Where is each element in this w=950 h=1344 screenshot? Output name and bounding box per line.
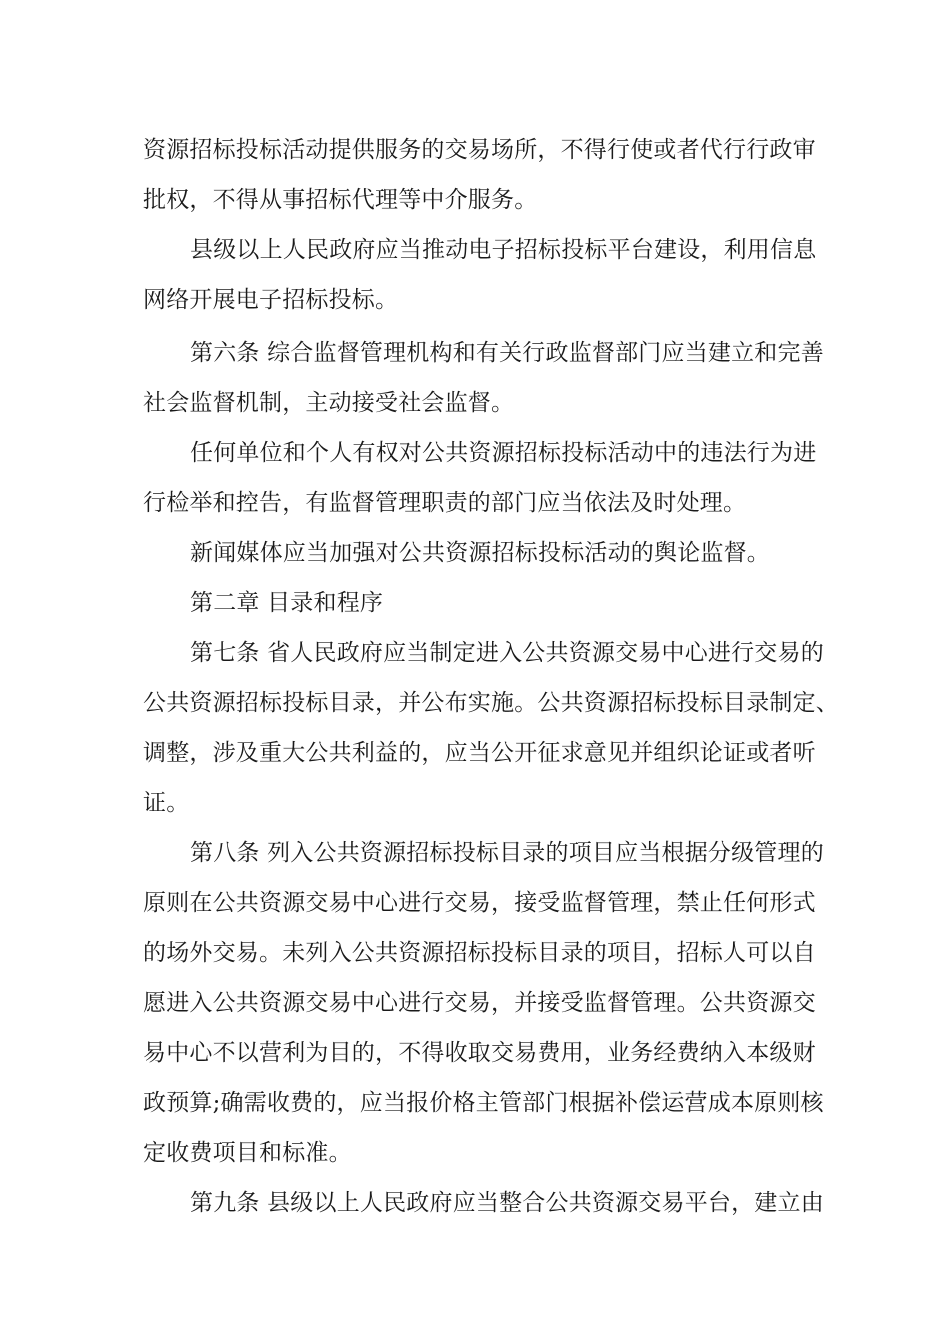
chapter-heading: 第二章 目录和程序	[190, 590, 384, 616]
text-line: 公共资源招标投标目录，并公布实施。公共资源招标投标目录制定、	[143, 690, 839, 716]
text-line: 调整，涉及重大公共利益的，应当公开征求意见并组织论证或者听	[143, 740, 816, 766]
article-7-line: 第七条 省人民政府应当制定进入公共资源交易中心进行交易的	[190, 640, 824, 666]
text-line: 行检举和控告，有监督管理职责的部门应当依法及时处理。	[143, 490, 747, 516]
text-line: 愿进入公共资源交易中心进行交易，并接受监督管理。公共资源交	[143, 990, 816, 1016]
text-line: 的场外交易。未列入公共资源招标投标目录的项目，招标人可以自	[143, 940, 816, 966]
article-9-line: 第九条 县级以上人民政府应当整合公共资源交易平台，建立由	[190, 1190, 824, 1216]
text-line: 任何单位和个人有权对公共资源招标投标活动中的违法行为进	[190, 440, 817, 466]
text-line: 资源招标投标活动提供服务的交易场所，不得行使或者代行行政审	[143, 137, 816, 163]
text-line: 原则在公共资源交易中心进行交易，接受监督管理，禁止任何形式	[143, 890, 816, 916]
text-line: 定收费项目和标准。	[143, 1140, 352, 1166]
text-line: 批权，不得从事招标代理等中介服务。	[143, 187, 538, 213]
article-6-line: 第六条 综合监督管理机构和有关行政监督部门应当建立和完善	[190, 340, 824, 366]
text-line: 证。	[143, 790, 190, 816]
text-line: 政预算;确需收费的，应当报价格主管部门根据补偿运营成本原则核	[143, 1090, 824, 1116]
text-line: 网络开展电子招标投标。	[143, 287, 399, 313]
article-8-line: 第八条 列入公共资源招标投标目录的项目应当根据分级管理的	[190, 840, 824, 866]
text-line: 新闻媒体应当加强对公共资源招标投标活动的舆论监督。	[190, 540, 770, 566]
text-line: 社会监督机制，主动接受社会监督。	[143, 390, 515, 416]
text-line: 县级以上人民政府应当推动电子招标投标平台建设，利用信息	[190, 237, 817, 263]
text-line: 易中心不以营利为目的，不得收取交易费用，业务经费纳入本级财	[143, 1040, 816, 1066]
